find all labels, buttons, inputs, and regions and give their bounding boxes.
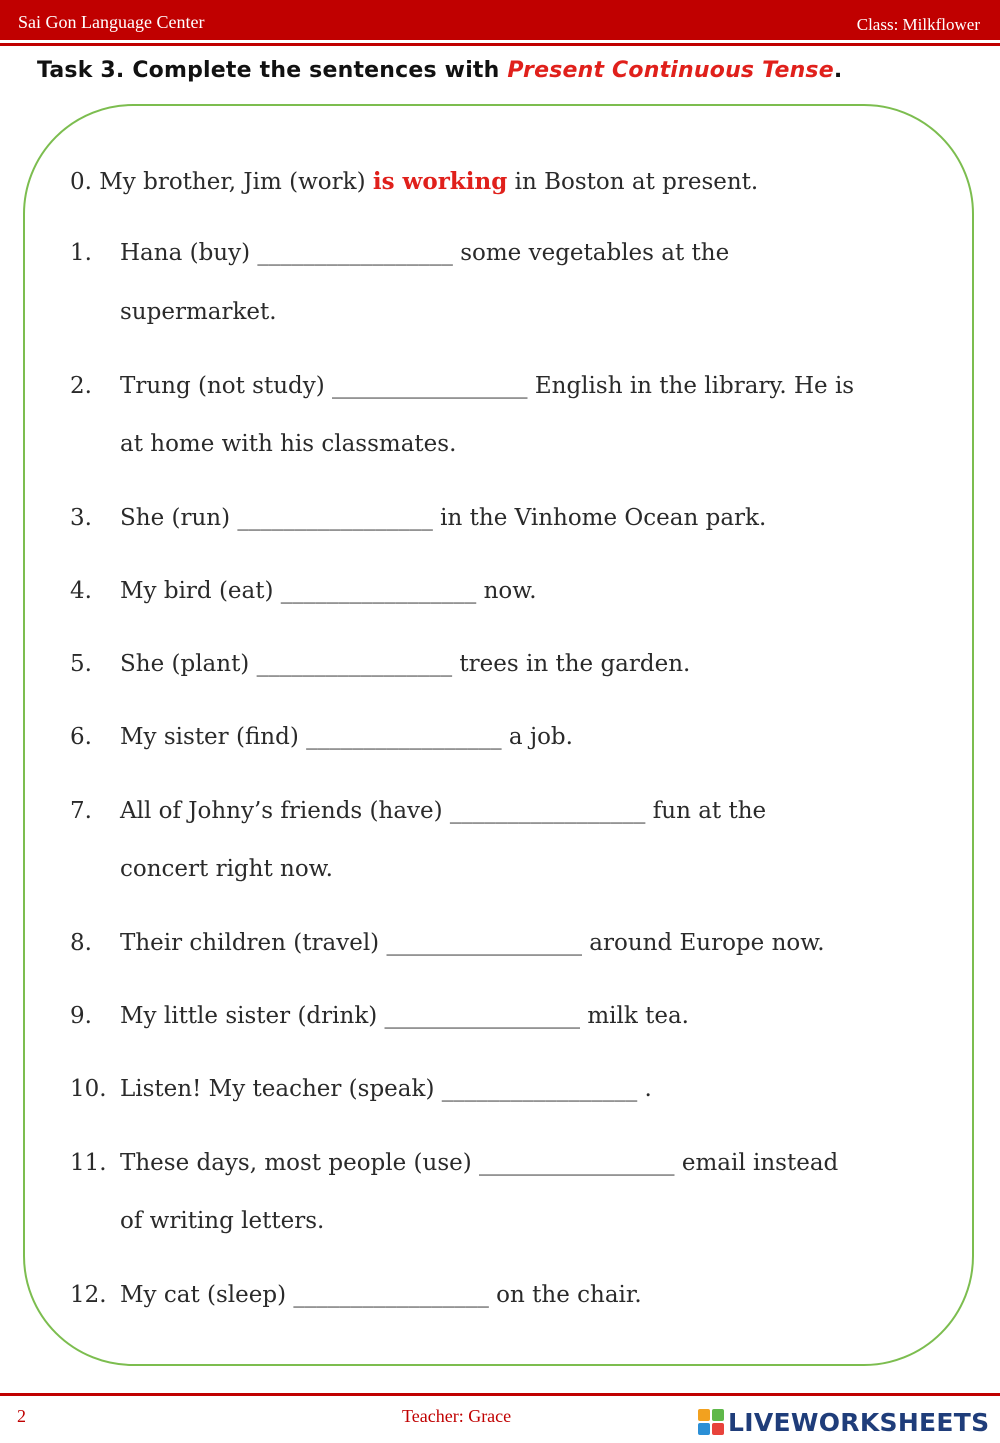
item-number: 7. bbox=[70, 798, 92, 824]
logo-text: LIVEWORKSHEETS bbox=[728, 1407, 990, 1437]
logo-square bbox=[712, 1409, 724, 1421]
logo-square bbox=[698, 1409, 710, 1421]
header-divider bbox=[0, 43, 1000, 46]
item-number: 1. bbox=[70, 240, 92, 266]
item-text: My bird (eat) _________________ now. bbox=[120, 578, 537, 604]
item-text: My little sister (drink) _________________ milk tea. bbox=[120, 1003, 689, 1029]
example-sentence bbox=[70, 168, 758, 195]
footer-divider bbox=[0, 1393, 1000, 1396]
item-text-continued: of writing letters. bbox=[120, 1208, 325, 1234]
item-number: 2. bbox=[70, 373, 92, 399]
logo-icon bbox=[698, 1409, 724, 1435]
header-bar bbox=[0, 0, 1000, 40]
item-text-continued: at home with his classmates. bbox=[120, 431, 457, 457]
item-text: These days, most people (use) _________________ email instead bbox=[120, 1150, 839, 1176]
item-number: 4. bbox=[70, 578, 92, 604]
item-number: 9. bbox=[70, 1003, 92, 1029]
item-text: She (plant) _________________ trees in the garden. bbox=[120, 651, 691, 677]
item-text: All of Johny’s friends (have) _________________ fun at the bbox=[120, 798, 767, 824]
item-text: She (run) _________________ in the Vinhome Ocean park. bbox=[120, 505, 767, 531]
liveworksheets-logo bbox=[698, 1408, 989, 1436]
item-text-continued: concert right now. bbox=[120, 856, 333, 882]
logo-square bbox=[698, 1423, 710, 1435]
example-answer: is working bbox=[372, 168, 508, 195]
teacher-name: Teacher: Grace bbox=[402, 1406, 512, 1426]
item-number: 3. bbox=[70, 505, 92, 531]
item-text: Listen! My teacher (speak) _________________ . bbox=[120, 1076, 652, 1102]
task-title-prefix: Task 3. Complete the sentences with bbox=[37, 58, 508, 83]
item-number: 10. bbox=[70, 1076, 107, 1102]
example-before: 0. My brother, Jim (work) bbox=[70, 169, 373, 195]
item-number: 12. bbox=[70, 1282, 107, 1308]
item-number: 8. bbox=[70, 930, 92, 956]
task-title-suffix: . bbox=[833, 58, 843, 83]
item-number: 6. bbox=[70, 724, 92, 750]
item-text-continued: supermarket. bbox=[120, 299, 277, 325]
class-name: Class: Milkflower bbox=[856, 15, 980, 34]
page-number: 2 bbox=[17, 1406, 26, 1426]
item-text: My sister (find) _________________ a job. bbox=[120, 724, 573, 750]
item-text: Trung (not study) _________________ English in the library. He is bbox=[120, 373, 855, 399]
item-number: 11. bbox=[70, 1150, 107, 1176]
item-text: My cat (sleep) _________________ on the chair. bbox=[120, 1282, 642, 1308]
task-title bbox=[37, 58, 842, 83]
logo-square bbox=[712, 1423, 724, 1435]
task-title-emphasis: Present Continuous Tense bbox=[507, 58, 834, 83]
example-after: in Boston at present. bbox=[507, 169, 759, 195]
item-text: Hana (buy) _________________ some vegetables at the bbox=[120, 240, 730, 266]
item-text: Their children (travel) _________________ around Europe now. bbox=[120, 930, 825, 956]
item-number: 5. bbox=[70, 651, 92, 677]
school-name: Sai Gon Language Center bbox=[18, 12, 205, 32]
